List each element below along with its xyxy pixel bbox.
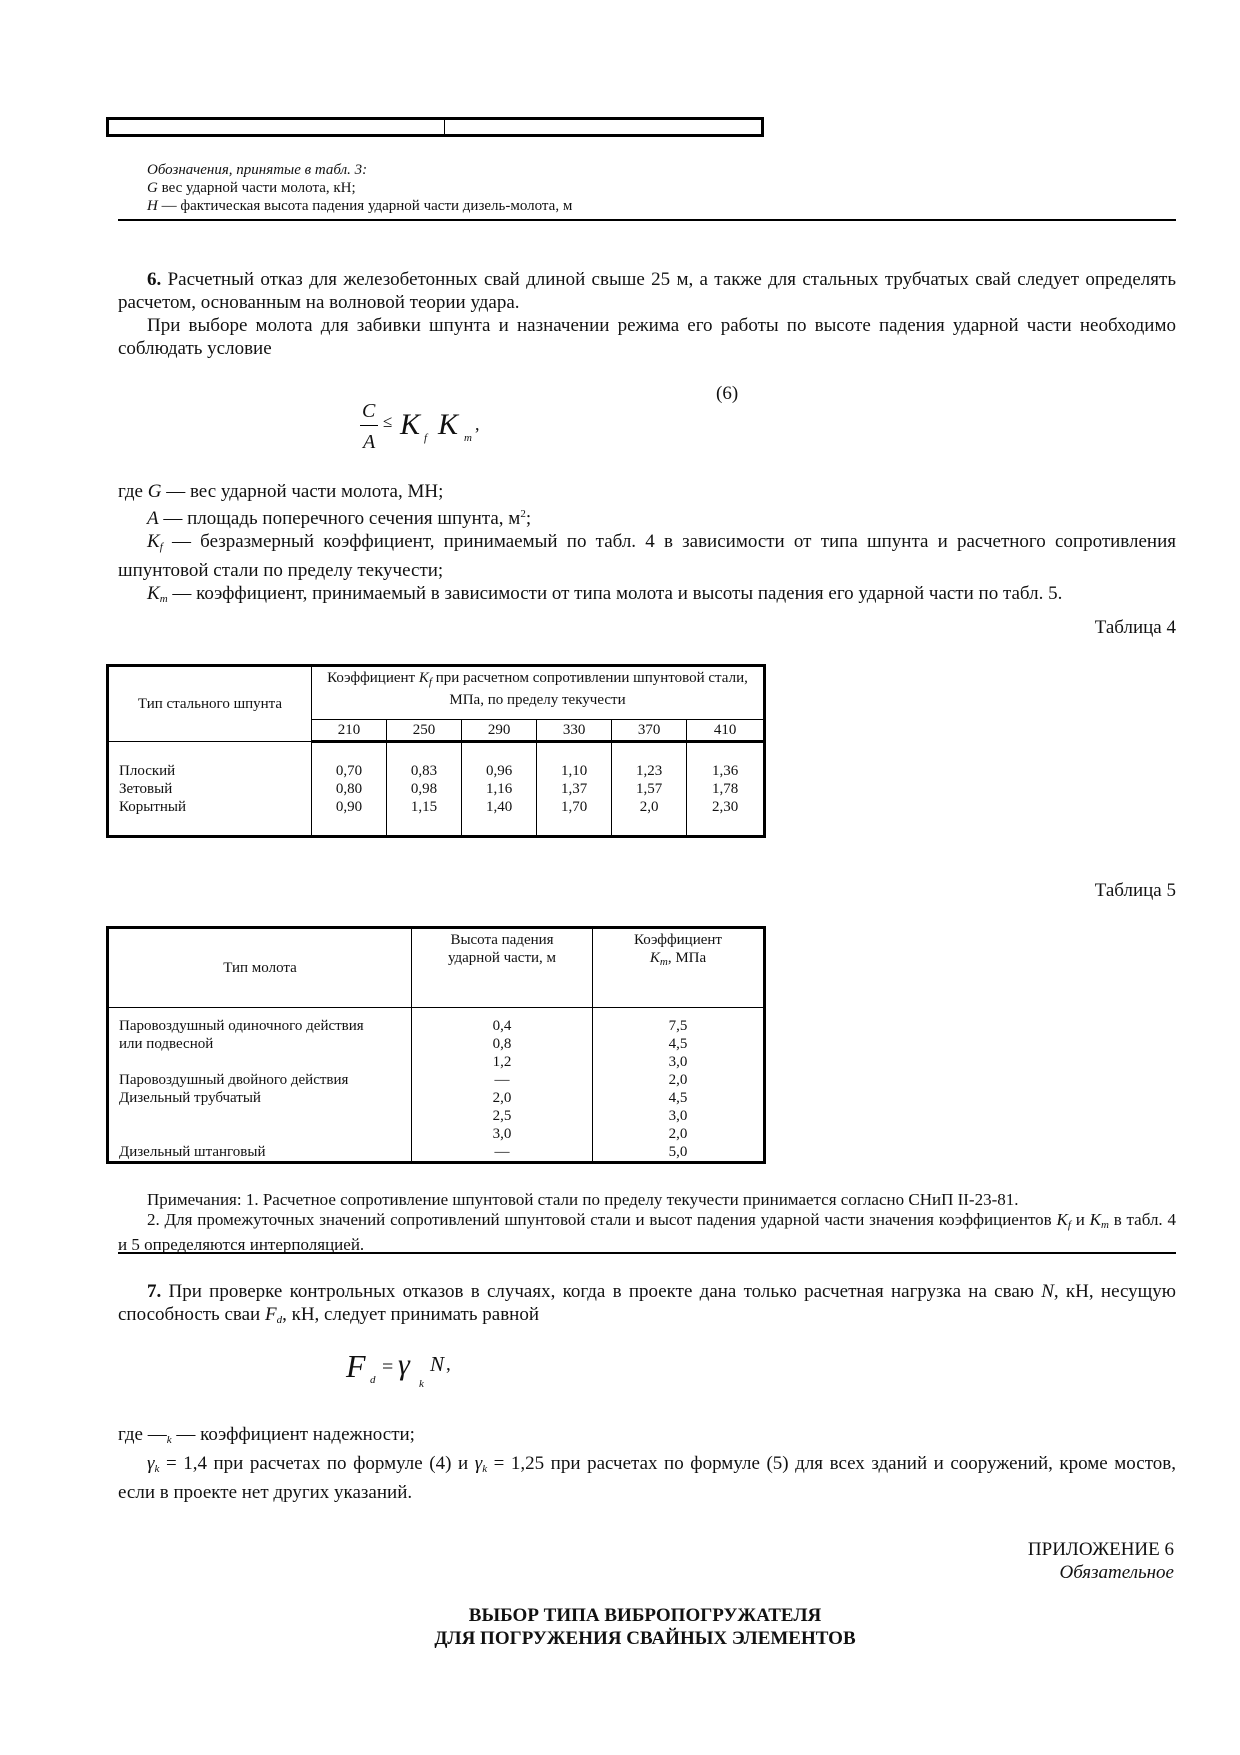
- table4-col-250: 0,83 0,98 1,15: [387, 742, 462, 837]
- paragraph-7: 7. При проверке контрольных отказов в случаях, когда в проекте дана только расчетная нагрузка на сваю N, кН, несущую способность сваи $F_d$, кН, следует принимать равной: [118, 1281, 1176, 1326]
- table-4: [106, 664, 766, 838]
- appendix-title: ВЫБОР ТИПА ВИБРОПОГРУЖАТЕЛЯ ДЛЯ ПОГРУЖЕНИЯ СВАЙНЫХ ЭЛЕМЕНТОВ: [434, 1605, 856, 1649]
- table-5: [106, 926, 766, 1164]
- table4-col-410: 1,36 1,78 2,30: [687, 742, 765, 837]
- note-1: Примечания: 1. Расчетное сопротивление шпунтовой стали по пределу текучести принимается согласно СНиП II-23-81.: [147, 1190, 1019, 1209]
- divider: [118, 1252, 1176, 1254]
- formula-numerator: C: [362, 400, 376, 422]
- table4-col-370: 1,23 1,57 2,0: [612, 742, 687, 837]
- table3-bottom-stub: [106, 117, 764, 137]
- table4-col-header: 290: [462, 720, 537, 742]
- formula-7-explanation: где $—_k$ — коэффициент надежности; $\gamma_k = 1,4$ при расчетах по формуле (4) и $\gamma_k = 1,25$ при расчетах по формуле (5) для всех зданий и сооружений, кроме мостов, если в проекте нет других указаний.: [118, 1424, 1176, 1503]
- paragraph-6: 6. Расчетный отказ для железобетонных свай длиной свыше 25 м, а также для стальных трубчатых свай следует определять расчетом, основанным на волновой теории удара. При выборе молота для забивки шпунта и назначении режима его работы по высоте падения ударной части необходимо соблюдать условие: [118, 269, 1176, 359]
- table4-group-header: Коэффициент $K_f$ при расчетном сопротивлении шпунтовой стали, МПа, по пределу текучести: [312, 666, 765, 720]
- table4-col1-header: Тип стального шпунта: [108, 666, 312, 742]
- table5-heights: 0,4 0,8 1,2 — 2,0 2,5 3,0 —: [412, 1008, 593, 1163]
- table3-legend: [147, 161, 1047, 215]
- table4-body: [108, 742, 765, 837]
- table4-col-210: 0,70 0,80 0,90: [312, 742, 387, 837]
- table5-k-values: 7,5 4,5 3,0 2,0 4,5 3,0 2,0 5,0: [593, 1008, 765, 1163]
- table4-col-header: 210: [312, 720, 387, 742]
- table4-col-header: 330: [537, 720, 612, 742]
- table5-col-height: Высота падения ударной части, м: [412, 928, 593, 1008]
- legend-line-g: G вес ударной части молота, кН;: [147, 180, 356, 196]
- table4-col-header: 410: [687, 720, 765, 742]
- formula-6-number: (6): [716, 383, 739, 404]
- note-2: 2. Для промежуточных значений сопротивлений шпунтовой стали и высот падения ударной части значения коэффициентов $K_f$ и $K_m$ в табл. 4 и 5 определяются интерполяцией.: [118, 1210, 1176, 1254]
- table4-col-header: 370: [612, 720, 687, 742]
- table4-types: Плоский Зетовый Корытный: [108, 742, 312, 837]
- table5-header: [108, 928, 765, 1008]
- table5-caption: Таблица 5: [1094, 880, 1176, 901]
- legend-line-h: H — фактическая высота падения ударной части дизель-молота, м: [147, 198, 573, 214]
- formula-6-explanation: где G — вес ударной части молота, МН; A — площадь поперечного сечения шпунта, $м^2$; $K_f$ — безразмерный коэффициент, принимаемый по табл. 4 в зависимости от типа шпунта и расчетного сопротивления шпунтовой стали по пределу текучести; $K_m$ — коэффициент, принимаемый в зависимости от типа молота и высоты падения его ударной части по табл. 5.: [118, 481, 1176, 605]
- appendix-status: Обязательное: [1059, 1562, 1174, 1583]
- table4-col-290: 0,96 1,16 1,40: [462, 742, 537, 837]
- formula-denominator: A: [363, 431, 376, 453]
- table5-col-k: Коэффициент $K_m$, МПа: [593, 928, 765, 1008]
- table4-col-header: 250: [387, 720, 462, 742]
- table4-col-330: 1,10 1,37 1,70: [537, 742, 612, 837]
- table4-caption: Таблица 4: [1094, 617, 1176, 638]
- table5-types: Паровоздушный одиночного действия или подвесной Паровоздушный двойного действия Дизельный трубчатый Дизельный штанговый: [108, 1008, 412, 1163]
- appendix-header: [1028, 1538, 1174, 1584]
- appendix-label: ПРИЛОЖЕНИЕ 6: [1027, 1539, 1174, 1560]
- table5-body: [108, 1008, 765, 1163]
- formula-7: F d = γ k N ,: [346, 1348, 451, 1390]
- table-notes: [118, 1190, 1176, 1255]
- legend-title: Обозначения, принятые в табл. 3:: [147, 162, 368, 178]
- formula-6: C A ≤ K f K m ,: [362, 400, 480, 453]
- divider: [118, 219, 1176, 221]
- table5-col-type: Тип молота: [108, 928, 412, 1008]
- fraction-bar: [360, 425, 378, 426]
